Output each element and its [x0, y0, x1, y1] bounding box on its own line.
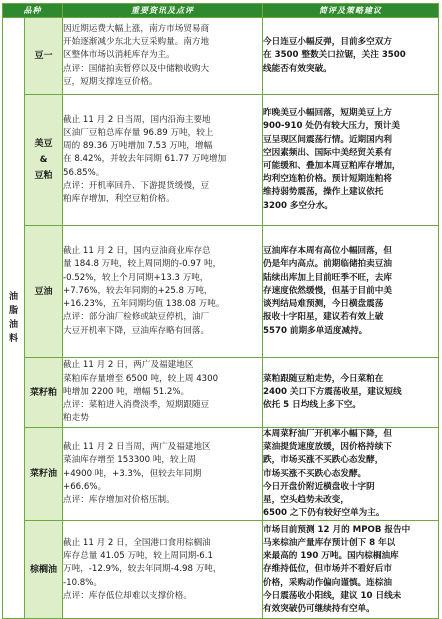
news-line: 点评：菜粕进入消费淡季，短期跟随豆 [63, 400, 210, 411]
strategy-line: 今日开盘价附近横盘收十字阴 [263, 481, 375, 492]
strategy-line: 市场目前预测 12 月的 MPOB 报告中 [263, 524, 411, 535]
product-name: 棕榈油 [25, 521, 63, 619]
table-row [3, 428, 439, 521]
strategy-cell [263, 226, 439, 358]
strategy-line: 有效突破仍可继续持有空单。 [263, 603, 375, 614]
strategy-line: 线能否有效突破。 [263, 63, 332, 74]
news-line: -10.8%。 [63, 577, 102, 588]
news-line: +7.76%，较去年同期的+25.8 万吨， [63, 285, 213, 296]
strategy-line: 存维持低位，但市场并不看好后市 [263, 564, 392, 575]
news-cell [63, 358, 263, 428]
product-name: 豆油 [25, 226, 63, 358]
table-header-row [3, 4, 439, 18]
product-name-line: & [39, 155, 48, 165]
strategy-line: 可能缓和、叠加本周豆粕库存增加， [263, 161, 401, 171]
strategy-line: 维持弱势震荡，操作上建议依托 [263, 187, 384, 198]
strategy-cell [263, 358, 439, 428]
news-line: 吨增加 2200 吨，增幅 51.2%。 [63, 386, 190, 397]
news-cell [63, 226, 263, 358]
news-line: 开始逐渐减少东北大豆采购量。南方地 [63, 37, 210, 48]
strategy-line: 陆续出库加上目前旺季不旺，去库 [263, 272, 392, 283]
strategy-line: 900-910 处仍有较大压力，预计美 [263, 121, 400, 132]
news-line: 截止 11 月 2 日当周，两广及福建地区 [63, 442, 211, 453]
news-cell [63, 18, 263, 95]
news-line: +4900 吨，+3.3%，但较去年同期 [63, 468, 202, 479]
table-row [3, 18, 439, 95]
news-line: 点评：库存低位却难以支撑价格。 [63, 590, 192, 601]
table-row [3, 95, 439, 226]
strategy-line: 市场买涨不买跌心态发酵。 [263, 468, 367, 479]
news-line: 菜油库存增至 153300 吨，较上周 [63, 455, 196, 466]
header-strategy: 简评及策略建议 [263, 4, 439, 18]
strategy-line: 今日连豆小幅反弹，目前多空双方 [263, 37, 392, 48]
news-line: -0.52%，较上个月同期+13.3 万吨， [63, 272, 209, 283]
strategy-line: 报收十字阳星，建议若有效上破 [263, 312, 384, 323]
news-cell [63, 95, 263, 226]
strategy-line: 来最高的 190 万吨。国内棕榈油库 [263, 551, 399, 562]
strategy-line: 5570 前期多单适度减持。 [263, 325, 368, 336]
strategy-line: 空因素频出、国际中美经贸关系有 [263, 147, 392, 158]
strategy-line: 存速度依然缓慢，但基于目前中美 [263, 285, 392, 296]
table-row [3, 358, 439, 428]
strategy-line: 豆呈现区间震荡行情。近期国内利 [263, 134, 392, 145]
sector-text: 油脂油料 [8, 292, 18, 345]
strategy-line: 星，空头趋势未改变， [263, 495, 349, 506]
news-cell [63, 521, 263, 619]
strategy-line: 在 3500 整数关口拉锯，关注 3500 [263, 50, 406, 61]
strategy-line: 马来棕油产量库存预计创下 8 年以 [263, 537, 396, 548]
strategy-line: 谈判结局难预测，今日横盘震荡 [263, 299, 384, 310]
table-row [3, 226, 439, 358]
sector-label [3, 18, 25, 619]
news-line: 截止 11 月 2 日，全国港口食用棕榈油 [63, 537, 211, 548]
news-line: 点评：部分油厂检修或缺豆停机，油厂 [63, 312, 210, 323]
strategy-cell [263, 428, 439, 521]
news-line: 56.85%。 [63, 167, 105, 178]
news-line: 库存总量 41.05 万吨，较上周同期-6.1 [63, 551, 213, 562]
strategy-cell [263, 521, 439, 619]
product-name-line: 豆粕 [34, 171, 53, 181]
strategy-table [2, 3, 439, 619]
news-line: 区整体市场以消耗库存为主。 [63, 50, 175, 61]
news-line: 因近期运费大幅上涨，南方市场贸易商 [63, 23, 210, 34]
news-line: 截止 11 月 2 日当周，国内沿海主要地 [63, 114, 211, 125]
strategy-line: 菜粕跟随豆粕走势，今日菜粕在 [263, 373, 384, 384]
news-line: 截止 11 月 2 日，两广及福建地区 [63, 360, 194, 371]
news-line: 菜粕库存量增至 6500 吨，较上周 4300 [63, 373, 219, 384]
product-name [25, 95, 63, 226]
news-line: 点评：开机率回升、下游提货缓慢，豆 [63, 180, 210, 191]
strategy-line: 仍是年内高点。前期临储拍卖豆油 [263, 259, 392, 270]
strategy-line: 今日震荡收小阳线，建议 10 日线未 [263, 590, 402, 601]
news-line: 量 184.8 万吨，较上周同期的-0.97 吨， [63, 259, 222, 270]
strategy-line: 菜油提货速度放缓，因价格持续下 [263, 442, 392, 453]
strategy-line: 6500 之下仍有较好空单为主。 [263, 508, 385, 519]
strategy-line: 价格，采购动作偏向谨慎。连棕油 [263, 577, 392, 588]
strategy-line: 昨晚美豆小幅回落，短期美豆上方 [263, 108, 392, 119]
strategy-line: 2400 关口下方震荡收星，建议短线 [263, 386, 402, 397]
strategy-line: 3200 多空分水。 [263, 200, 333, 211]
header-product: 品种 [3, 4, 63, 18]
product-name: 菜籽粕 [25, 358, 63, 428]
news-line: 区油厂豆粕总库存量 96.89 万吨，较上 [63, 127, 214, 138]
news-line: 豆，短期支撑连豆价格。 [63, 76, 158, 87]
strategy-line: 依托 5 日均线上多下空。 [263, 400, 361, 411]
news-line: 粕走势 [63, 413, 89, 424]
news-cell [63, 428, 263, 521]
news-line: 点评：国储拍卖暂停以及中储粮收购大 [63, 63, 210, 74]
product-name: 豆一 [25, 18, 63, 95]
strategy-line: 均利空连粕价格。预计短期连粕将 [263, 174, 392, 185]
news-line: 粕库存增加，利空豆粕价格。 [63, 194, 175, 204]
news-line: +66.6%。 [63, 481, 107, 492]
news-line: 大豆开机率下降，豆油库存略有回落。 [63, 325, 210, 336]
news-line: 点评：库存增加对价格压制。 [63, 495, 175, 506]
strategy-cell [263, 95, 439, 226]
header-news: 重要资讯及点评 [63, 4, 263, 18]
table-row [3, 521, 439, 619]
strategy-line: 跌，市场买涨不买跌心态发酵， [263, 455, 384, 466]
news-line: 万吨，-12.9%，较去年同期-4.98 万吨， [63, 564, 222, 575]
news-line: 周的 89.36 万吨增加 7.53 万吨，增幅 [63, 141, 213, 152]
news-line: 截止 11 月 2 日，国内豆油商业库存总 [63, 246, 211, 257]
product-name-line: 美豆 [34, 139, 53, 149]
product-name: 菜籽油 [25, 428, 63, 521]
news-line: 在 8.42%，并较去年同期 61.77 万吨增加 [63, 154, 227, 165]
strategy-cell [263, 18, 439, 95]
strategy-line: 本周菜籽油厂开机率小幅下降，但 [263, 429, 392, 439]
strategy-line: 豆油库存本周有高位小幅回落，但 [263, 246, 392, 257]
news-line: +16.23%，五年同期均值 138.08 万吨。 [63, 299, 225, 310]
